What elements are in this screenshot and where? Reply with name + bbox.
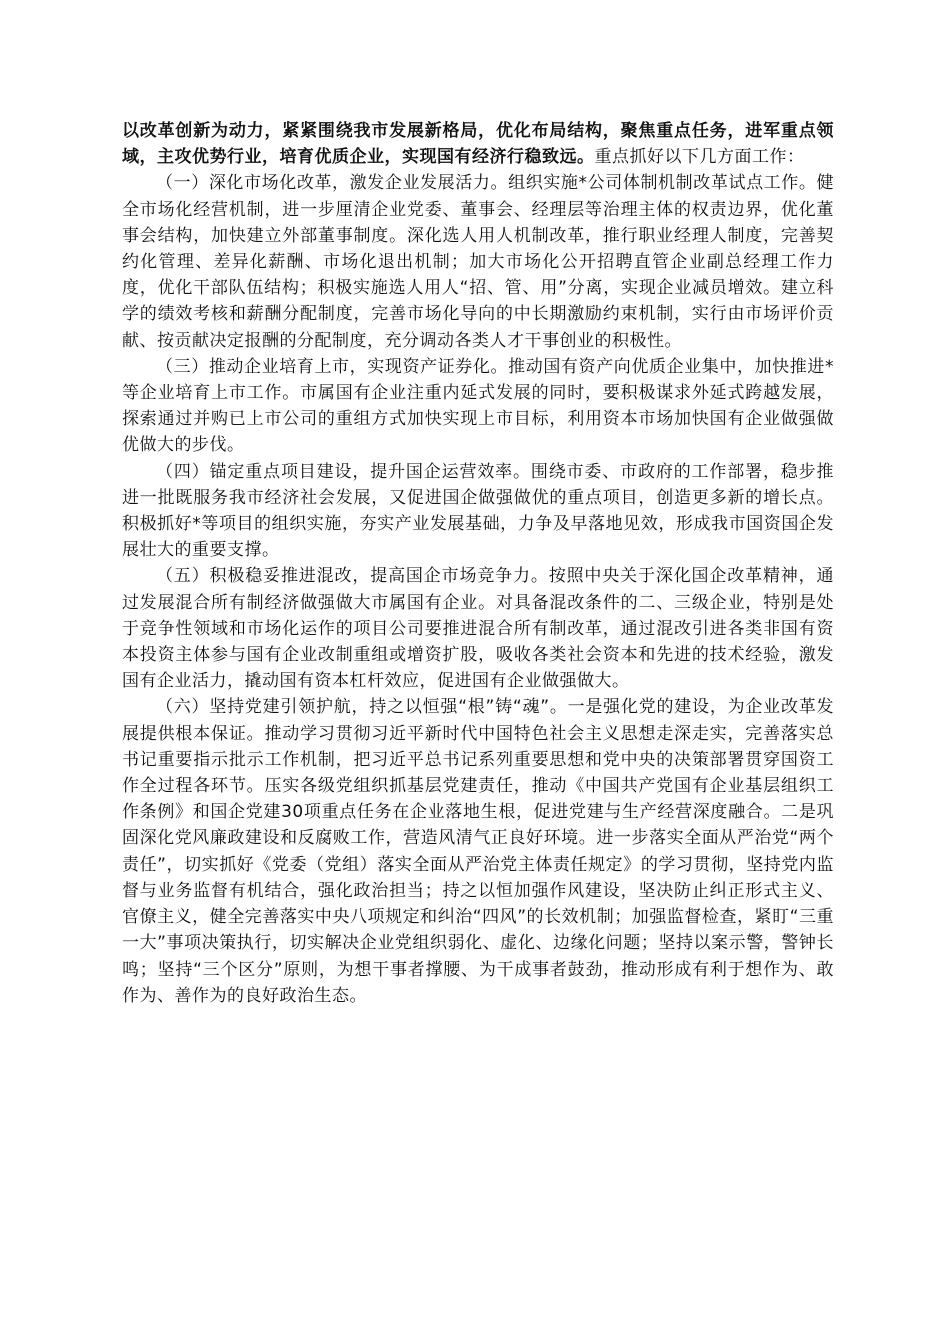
paragraph-section-1: （一）深化市场化改革，激发企业发展活力。组织实施*公司体制机制改革试点工作。健全市场化经营机制，进一步厘清企业党委、董事会、经理层等治理主体的权责边界，优化董事会结构，加快建立外部董事制度。深化选人用人机制改革，推行职业经理人制度，完善契约化管理、差异化薪酬、市场化退出机制；加大市场化公开招聘直管企业副总经理工作力度，优化干部队伍结构；积极实施选人用人“招、管、用”分离，实现企业减员增效。建立科学的绩效考核和薪酬分配制度，完善市场化导向的中长期激励约束机制，实行由市场评价贡献、按贡献决定报酬的分配制度，充分调动各类人才干事创业的积极性。 <box>122 173 834 351</box>
intro-paragraph <box>122 118 834 170</box>
paragraph-section-4: （四）锚定重点项目建设，提升国企运营效率。围绕市委、市政府的工作部署，稳步推进一批既服务我市经济社会发展，又促进国企做强做优的重点项目，创造更多新的增长点。积极抓好*等项目的组织实施，夯实产业发展基础，力争及早落地见效，形成我市国资国企发展壮大的重要支撑。 <box>122 461 834 561</box>
document-body <box>122 118 834 1009</box>
paragraph-section-5: （五）积极稳妥推进混改，提高国企市场竞争力。按照中央关于深化国企改革精神，通过发展混合所有制经济做强做大市属国有企业。对具备混改条件的二、三级企业，特别是处于竞争性领域和市场化运作的项目公司要推进混合所有制改革，通过混改引进各类非国有资本投资主体参与国有企业改制重组或增资扩股，吸收各类社会资本和先进的技术经验，激发国有企业活力，撬动国有资本杠杆效应，促进国有企业做强做大。 <box>122 566 834 692</box>
paragraph-section-3: （三）推动企业培育上市，实现资产证券化。推动国有资产向优质企业集中，加快推进*等企业培育上市工作。市属国有企业注重内延式发展的同时，要积极谋求外延式跨越发展，探索通过并购已上市公司的重组方式加快实现上市目标，利用资本市场加快国有企业做强做优做大的步伐。 <box>122 356 834 456</box>
intro-rest-text: 重点抓好以下几方面工作： <box>594 147 805 168</box>
intro-bold-text: 以改革创新为动力，紧紧围绕我市发展新格局，优化布局结构，聚焦重点任务，进军重点领域，主攻优势行业，培育优质企业，实现国有经济行稳致远。 <box>122 121 834 168</box>
paragraph-section-6: （六）坚持党建引领护航，持之以恒强“根”铸“魂”。一是强化党的建设，为企业改革发展提供根本保证。推动学习贯彻习近平新时代中国特色社会主义思想走深走实，完善落实总书记重要指示批示工作机制，把习近平总书记系列重要思想和党中央的决策部署贯穿国资工作全过程各环节。压实各级党组织抓基层党建责任，推动《中国共产党国有企业基层组织工作条例》和国企党建30项重点任务在企业落地生根，促进党建与生产经营深度融合。二是巩固深化党风廉政建设和反腐败工作，营造风清气正良好环境。进一步落实全面从严治党“两个责任”，切实抓好《党委（党组）落实全面从严治党主体责任规定》的学习贯彻，坚持党内监督与业务监督有机结合，强化政治担当；持之以恒加强作风建设，坚决防止纠正形式主义、官僚主义，健全完善落实中央八项规定和纠治“四风”的长效机制；加强监督检查，紧盯“三重一大”事项决策执行，切实解决企业党组织弱化、虚化、边缘化问题；坚持以案示警，警钟长鸣；坚持“三个区分”原则，为想干事者撑腰、为干成事者鼓劲，推动形成有利于想作为、敢作为、善作为的良好政治生态。 <box>122 697 834 1006</box>
